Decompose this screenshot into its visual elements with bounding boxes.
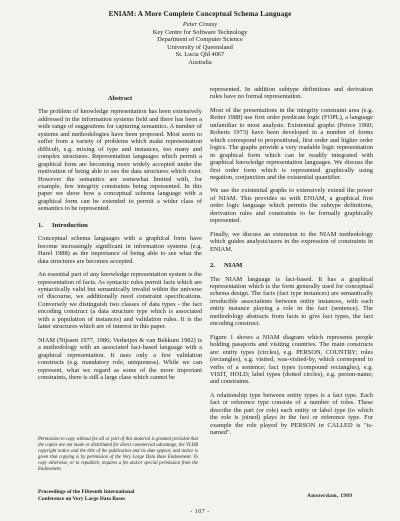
page-number: - 107 - xyxy=(190,509,210,515)
affiliation-line: St. Lucia Qld 4067 xyxy=(175,51,225,59)
section-number: 2. xyxy=(210,262,215,270)
paragraph: The NIAM language is fact-based. It has a graphical representation which is the form generally used for conceptual schema design. The facts (fact type instances) are semantically irreducible associations between entity instances, with each entity instance playing a role in the fact (sentence). The methodology abstracts from facts to give fact types, the fact encoding construct. xyxy=(210,275,373,328)
affiliation-line: Australia xyxy=(188,58,212,66)
affiliation-line: Department of Computer Science xyxy=(157,36,243,44)
affiliation-line: Key Centre for Software Technology xyxy=(152,29,248,36)
conference-place: Amsterdam, 1989 xyxy=(307,493,353,499)
paragraph: represented. In addition subtype definitions and derivation rules have no formal representation. xyxy=(210,86,373,101)
section-title: NIAM xyxy=(224,262,243,270)
section-number: 1. xyxy=(38,221,43,229)
paper-header xyxy=(0,10,400,66)
proceedings-footer xyxy=(38,489,198,502)
paragraph: An essential part of any knowledge representation system is the representation of facts. As syntactic rules permit facts which are syntactically valid but semantically invalid within the universe of discourse, we additionally need constraint specifications. Conversely we distinguish two classes of data types - the fact encoding construct (a data structure type which is associated with a population of instances) and validation rules. It is the latter structures which are of interest in this paper. xyxy=(38,271,202,331)
section-heading-introduction xyxy=(38,222,202,229)
affiliation-line: University of Queensland xyxy=(167,43,233,51)
paragraph: NIAM (Nijssen 1977, 1986; Verheijen & van Bekkum 1982) is a methodology with an associated fact-based language with a graphical representation. It uses only a few validation constructs (e.g. mandatory role, uniqueness). While we can represent, what we regard as some of the more important constraints, there is still a large class which cannot be xyxy=(38,336,202,381)
paragraph: Finally, we discuss an extension to the NIAM methodology which guides analysts/users in the expression of constraints in ENIAM. xyxy=(210,230,373,253)
proceedings-line: Proceedings of the Fifteenth International xyxy=(38,489,135,495)
paragraph: Figure 1 shows a NIAM diagram which represents people holding passports and visiting countries. The main constructs are: entity types (circles), e.g. PERSON, COUNTRY; roles (rectangles), e.g. visited, was-visited-by, which correspond to verbs of a sentence; fact types (compound rectangles), e.g. VISIT, HOLD; label types (dotted circles), e.g. person-name; and constraints. xyxy=(210,333,373,386)
permission-notice: Permission to copy without fee all or part of this material is granted provided that the copies are not made or distributed for direct commercial advantage, the VLDB copyright notice and the title of the publication and its date appear, and notice is given that copying is by permission of the Very Large Data Base Endowment. To copy otherwise, or to republish, requires a fee and/or special permission from the Endowment. xyxy=(38,437,198,472)
paper-title: ENIAM: A More Complete Conceptual Schema Language xyxy=(108,10,292,18)
proceedings-line: Conference on Very Large Data Bases xyxy=(38,495,126,502)
abstract-text: The problem of knowledge representation has been extensively addressed in the information systems field and there has been a wide range of suggestions for capturing semantics. A number of systems and methodologies have been proposed. Most seem to suffer from a variety of problems which make representation difficult, e.g. mixing of type and instances, too many and complex structures. Representation languages which permit a graphical form are becoming more widely accepted under the motivation of being able to see the data structures which exist. However the semantics are somewhat limited with, for example, few integrity constraints being represented. In this paper we show how a conceptual schema language with a graphical form can be extended to permit a wider class of semantics to be represented. xyxy=(38,108,202,213)
paragraph: A relationship type between entity types is a fact type. Each fact or reference type consists of a number of roles. These describe the part (or role) each entity or label type (to which the role is joined) plays in the fact or reference type. For example the role played by PERSON in CALLED is "is-named". xyxy=(210,391,373,437)
left-column xyxy=(38,95,202,387)
abstract-heading: Abstract xyxy=(107,95,133,102)
section-title: Introduction xyxy=(52,221,88,229)
paragraph: Most of the presentations in the integrity constraint area (e.g. Reiter 1988) use first order predicate logic (FOPL), a language unfamiliar to most analysts. Existential graphs (Peirce 1960; Roberts 1973) have been developed in a number of forms which correspond to propositional, first order and higher order logics. The graphs provide a very readable logic representation in graphical form which can be readily integrated with graphical knowledge representation languages. We discuss the first order form which is represented graphically using negation, conjunction and the existential quantifier. xyxy=(210,106,373,181)
paragraph: Conceptual schema languages with a graphical form have become increasingly significant in information systems (e.g. Harel 1988) as the importance of being able to see what the data structures are becomes accepted. xyxy=(38,235,202,265)
right-column xyxy=(210,86,373,443)
author-name: Peter Creasy xyxy=(182,21,218,28)
section-heading-niam xyxy=(210,262,373,269)
paragraph: We use the existential graphs to extensively extend the power of NIAM. This provides us with ENIAM, a graphical first order logic language which permits the subtype definitions, derivation rules and constraints to be formally graphically represented. xyxy=(210,187,373,225)
